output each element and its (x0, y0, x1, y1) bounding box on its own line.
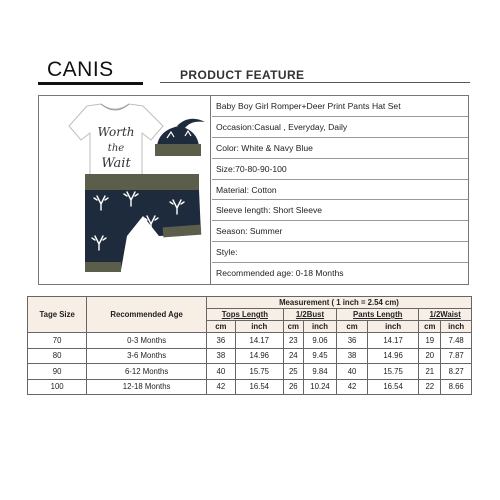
table-row (28, 333, 472, 349)
spec-title: Baby Boy Girl Romper+Deer Print Pants Hat Set (212, 96, 468, 117)
spec-age: Recommended age: 0-18 Months (216, 268, 344, 279)
table-cell: 40 (206, 364, 235, 380)
outfit-illustration (39, 96, 211, 284)
romper-lettering-2: the (107, 143, 125, 154)
spec-color: Color: White & Navy Blue (212, 138, 468, 159)
table-cell: 15.75 (367, 364, 418, 380)
product-spec-box (38, 95, 469, 285)
table-cell: 9.06 (303, 333, 336, 349)
spec-list (212, 96, 468, 284)
group-half-waist: 1/2Waist (419, 309, 472, 321)
group-half-bust: 1/2Bust (283, 309, 336, 321)
table-cell: 16.54 (235, 379, 283, 395)
product-photo (39, 96, 211, 284)
table-row (28, 364, 472, 380)
table-cell: 38 (206, 348, 235, 364)
unit-cell: inch (303, 321, 336, 333)
table-cell: 42 (337, 379, 368, 395)
table-cell: 8.66 (441, 379, 472, 395)
table-cell: 14.96 (235, 348, 283, 364)
unit-cell: inch (235, 321, 283, 333)
table-cell: 9.84 (303, 364, 336, 380)
table-cell: 26 (283, 379, 303, 395)
group-pants-length: Pants Length (337, 309, 419, 321)
table-cell: 38 (337, 348, 368, 364)
table-cell: 10.24 (303, 379, 336, 395)
table-cell: 90 (28, 364, 87, 380)
table-cell: 3-6 Months (87, 348, 207, 364)
pants-image (85, 174, 201, 272)
table-cell: 80 (28, 348, 87, 364)
table-cell: 15.75 (235, 364, 283, 380)
table-row (28, 379, 472, 395)
spec-style: Style: (212, 242, 468, 263)
unit-cell: cm (419, 321, 441, 333)
table-cell: 6-12 Months (87, 364, 207, 380)
table-cell: 24 (283, 348, 303, 364)
unit-cell: inch (367, 321, 418, 333)
group-tops-length: Tops Length (206, 309, 283, 321)
table-cell: 9.45 (303, 348, 336, 364)
table-cell: 23 (283, 333, 303, 349)
table-cell: 0-3 Months (87, 333, 207, 349)
table-cell: 14.96 (367, 348, 418, 364)
unit-cell: inch (441, 321, 472, 333)
table-cell: 70 (28, 333, 87, 349)
romper-lettering-3: Wait (101, 156, 131, 171)
unit-cell: cm (337, 321, 368, 333)
spec-occasion: Occasion:Casual , Everyday, Daily (212, 117, 468, 138)
spec-sleeve: Sleeve length: Short Sleeve (212, 200, 468, 221)
table-cell: 20 (419, 348, 441, 364)
table-cell: 40 (337, 364, 368, 380)
table-cell: 8.27 (441, 364, 472, 380)
measurement-header: Measurement ( 1 inch = 2.54 cm) (206, 297, 471, 309)
hat-image (155, 119, 205, 156)
table-cell: 36 (206, 333, 235, 349)
spec-size: Size:70-80-90-100 (212, 159, 468, 180)
table-cell: 14.17 (235, 333, 283, 349)
romper-lettering-1: Worth (97, 125, 135, 139)
table-cell: 22 (419, 379, 441, 395)
feature-divider (160, 82, 470, 83)
unit-cell: cm (206, 321, 235, 333)
product-feature-title: PRODUCT FEATURE (180, 68, 305, 82)
table-cell: 21 (419, 364, 441, 380)
col-tag-size: Tage Size (28, 297, 87, 333)
table-cell: 100 (28, 379, 87, 395)
unit-cell: cm (283, 321, 303, 333)
table-cell: 42 (206, 379, 235, 395)
table-cell: 25 (283, 364, 303, 380)
table-cell: 12-18 Months (87, 379, 207, 395)
table-cell: 7.87 (441, 348, 472, 364)
table-row (28, 348, 472, 364)
table-cell: 19 (419, 333, 441, 349)
col-recommended-age: Recommended Age (87, 297, 207, 333)
table-cell: 14.17 (367, 333, 418, 349)
size-chart-table (27, 296, 472, 395)
brand-name: CANIS (47, 58, 114, 81)
spec-material: Material: Cotton (212, 180, 468, 201)
spec-season: Season: Summer (212, 221, 468, 242)
brand-underline (38, 82, 143, 85)
table-cell: 7.48 (441, 333, 472, 349)
table-cell: 16.54 (367, 379, 418, 395)
table-cell: 36 (337, 333, 368, 349)
